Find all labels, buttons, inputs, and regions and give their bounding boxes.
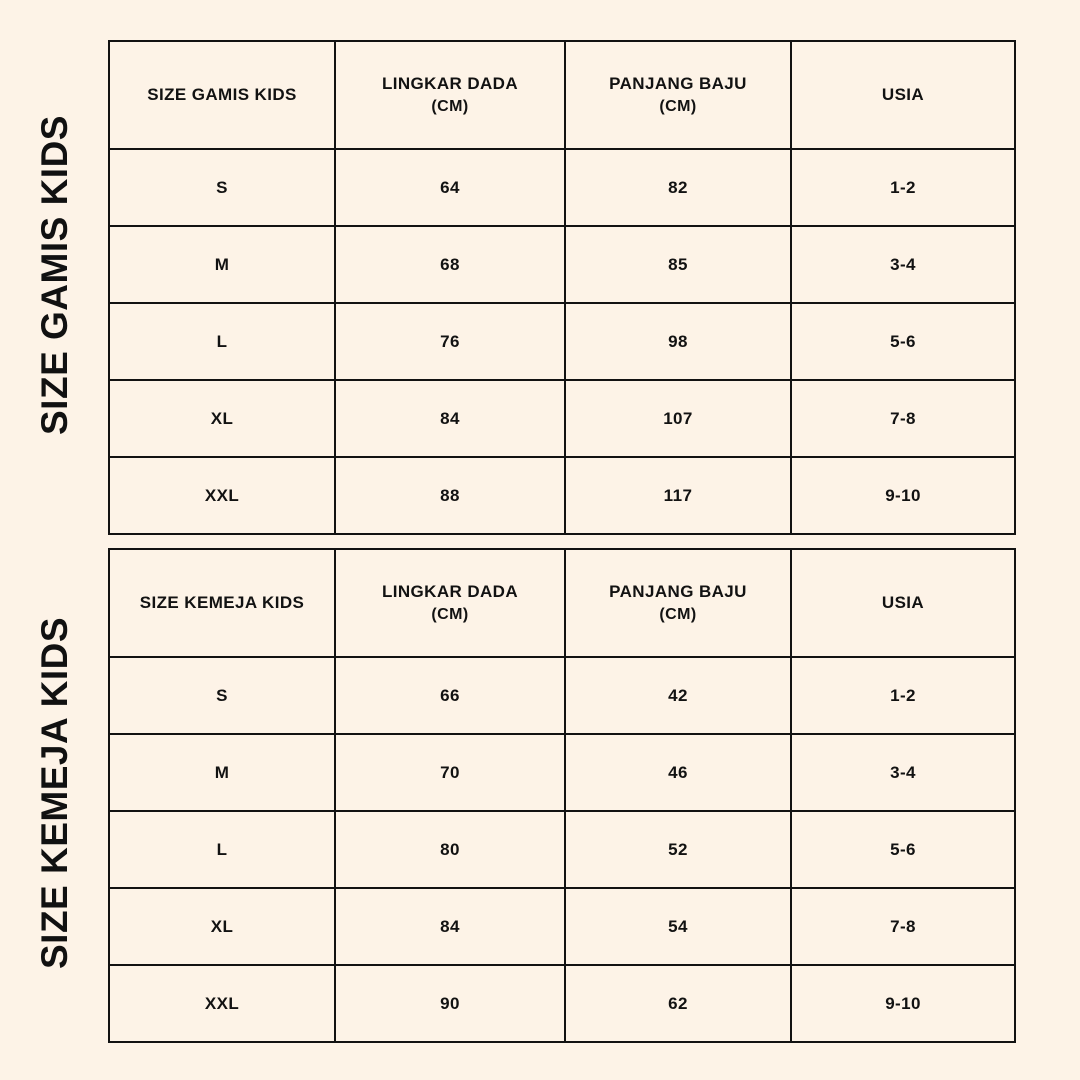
section-gamis-side-label: [0, 40, 110, 510]
cell-chest: 80: [335, 811, 565, 888]
cell-length: 62: [565, 965, 791, 1042]
table-row: [109, 811, 1015, 888]
cell-chest: 68: [335, 226, 565, 303]
cell-size: S: [109, 149, 335, 226]
cell-age: 7-8: [791, 380, 1015, 457]
cell-length: 107: [565, 380, 791, 457]
cell-size: M: [109, 226, 335, 303]
cell-size: XL: [109, 888, 335, 965]
cell-size: M: [109, 734, 335, 811]
header-cell-length: [565, 41, 791, 149]
section-kemeja-side-label: [0, 548, 110, 1038]
cell-chest: 84: [335, 888, 565, 965]
header-text: USIA: [881, 592, 925, 612]
cell-age: 3-4: [791, 734, 1015, 811]
cell-size: L: [109, 811, 335, 888]
header-text: LINGKAR DADA: [381, 73, 519, 93]
gamis-size-table: [108, 40, 1016, 535]
kemeja-size-table: [108, 548, 1016, 1043]
header-text: SIZE GAMIS KIDS: [147, 84, 297, 104]
cell-length: 52: [565, 811, 791, 888]
cell-length: 42: [565, 657, 791, 734]
cell-age: 7-8: [791, 888, 1015, 965]
table-header-row: [109, 41, 1015, 149]
header-unit: (CM): [431, 97, 469, 115]
table-row: [109, 457, 1015, 534]
section-gamis-side-label-text: SIZE GAMIS KIDS: [34, 115, 76, 435]
cell-length: 85: [565, 226, 791, 303]
header-unit: (CM): [659, 97, 697, 115]
header-cell-chest: [335, 41, 565, 149]
cell-size: L: [109, 303, 335, 380]
cell-chest: 84: [335, 380, 565, 457]
cell-chest: 66: [335, 657, 565, 734]
cell-chest: 64: [335, 149, 565, 226]
cell-age: 3-4: [791, 226, 1015, 303]
header-text: LINGKAR DADA: [381, 581, 519, 601]
table-row: [109, 734, 1015, 811]
section-kemeja-side-label-text: SIZE KEMEJA KIDS: [34, 616, 75, 970]
header-cell-size: [109, 41, 335, 149]
cell-length: 46: [565, 734, 791, 811]
table-row: [109, 303, 1015, 380]
cell-size: XXL: [109, 457, 335, 534]
cell-chest: 88: [335, 457, 565, 534]
header-text: PANJANG BAJU: [609, 581, 747, 601]
header-cell-age: [791, 549, 1015, 657]
cell-size: S: [109, 657, 335, 734]
cell-age: 9-10: [791, 457, 1015, 534]
header-text: SIZE KEMEJA KIDS: [139, 592, 305, 612]
table-row: [109, 888, 1015, 965]
cell-chest: 90: [335, 965, 565, 1042]
header-cell-length: [565, 549, 791, 657]
header-text: PANJANG BAJU: [609, 73, 747, 93]
cell-age: 1-2: [791, 149, 1015, 226]
cell-length: 54: [565, 888, 791, 965]
cell-length: 82: [565, 149, 791, 226]
header-cell-size: [109, 549, 335, 657]
table-row: [109, 226, 1015, 303]
cell-size: XXL: [109, 965, 335, 1042]
cell-age: 5-6: [791, 811, 1015, 888]
table-row: [109, 380, 1015, 457]
cell-age: 5-6: [791, 303, 1015, 380]
table-row: [109, 965, 1015, 1042]
table-header-row: [109, 549, 1015, 657]
table-row: [109, 149, 1015, 226]
header-cell-age: [791, 41, 1015, 149]
cell-length: 117: [565, 457, 791, 534]
cell-chest: 76: [335, 303, 565, 380]
table-row: [109, 657, 1015, 734]
cell-size: XL: [109, 380, 335, 457]
header-unit: (CM): [659, 605, 697, 623]
cell-age: 1-2: [791, 657, 1015, 734]
cell-chest: 70: [335, 734, 565, 811]
header-unit: (CM): [431, 605, 469, 623]
header-text: USIA: [881, 84, 925, 104]
cell-age: 9-10: [791, 965, 1015, 1042]
header-cell-chest: [335, 549, 565, 657]
cell-length: 98: [565, 303, 791, 380]
